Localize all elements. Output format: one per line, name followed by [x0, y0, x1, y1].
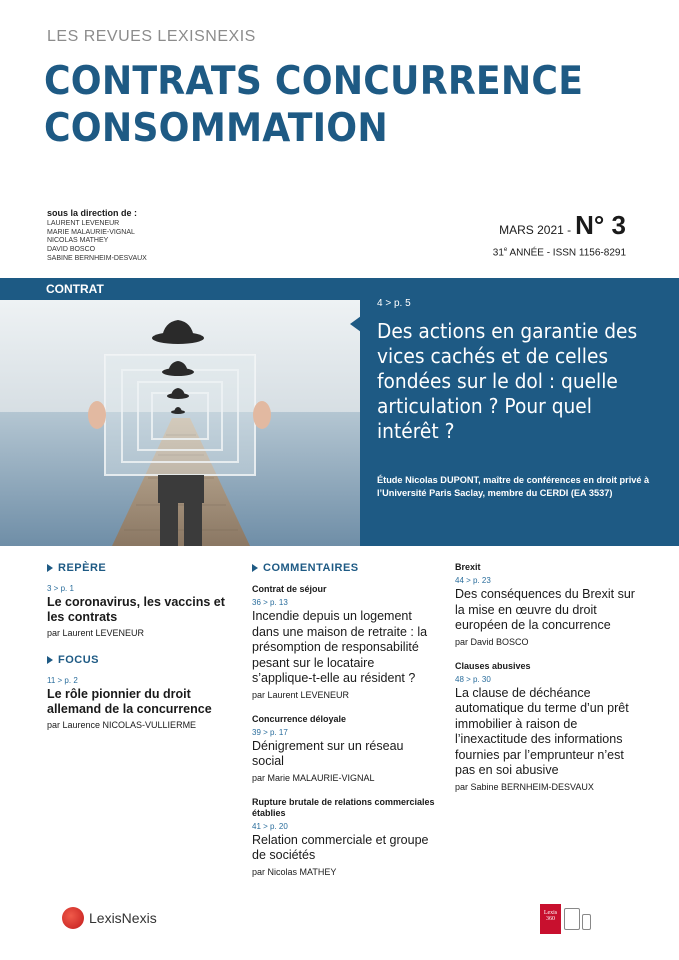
lexisnexis-mark-icon	[62, 907, 84, 929]
article-category: Brexit	[455, 562, 481, 572]
feature-page-ref[interactable]: 4 > p. 5	[377, 298, 411, 309]
article-category: Clauses abusives	[455, 660, 531, 671]
article-page-ref[interactable]: 41 > p. 20	[252, 821, 288, 831]
article-page-ref[interactable]: 48 > p. 30	[455, 674, 491, 684]
list-item	[252, 714, 437, 783]
section-repere: REPÈRE	[47, 562, 227, 574]
triangle-icon	[47, 564, 53, 572]
article-title[interactable]: La clause de déchéance automatique du terme d’un prêt immobilier à raison de l’inexactitude des informations fournies par l’emprunteur n’est pas en soi abusive	[455, 685, 629, 777]
director-name: DAVID BOSCO	[47, 246, 96, 254]
article-page-ref[interactable]: 39 > p. 17	[252, 727, 288, 737]
article-author: par Nicolas MATHEY	[252, 866, 337, 877]
feature-headline[interactable]: Des actions en garantie des vices cachés et de celles fondées sur le dol : quelle articulation ? Pour quel intérêt ?	[377, 319, 638, 443]
article-author: par Laurence NICOLAS-VULLIERME	[47, 720, 197, 730]
article-page-ref[interactable]: 11 > p. 2	[47, 676, 78, 685]
list-item	[455, 562, 645, 647]
list-item	[252, 584, 437, 700]
article-title[interactable]: Relation commerciale et groupe de sociétés	[252, 832, 429, 862]
list-item	[252, 797, 437, 877]
series-label: LES REVUES LEXISNEXIS	[47, 28, 256, 45]
journal-title-line1: CONTRATS CONCURRENCE	[44, 59, 584, 104]
director-name: SABINE BERNHEIM-DESVAUX	[47, 254, 147, 262]
issue-year-issn: 31e ANNÉE - ISSN 1156-8291	[492, 247, 626, 259]
direction-label: sous la direction de :	[47, 208, 138, 218]
article-author: par Laurent LEVENEUR	[47, 628, 145, 638]
article-title[interactable]: Le rôle pionnier du droit allemand de la concurrence	[47, 687, 212, 716]
lexisnexis-logo	[62, 907, 157, 929]
issue-info	[493, 210, 626, 258]
cover-photo-illustration	[0, 300, 360, 546]
director-name: NICOLAS MATHEY	[47, 237, 109, 245]
column-right	[455, 562, 645, 806]
lexis360-logo: Lexis 360	[540, 904, 561, 934]
director-name: LAURENT LEVENEUR	[47, 220, 120, 227]
article-author: par Marie MALAURIE-VIGNAL	[252, 772, 375, 783]
column-commentaires	[252, 562, 437, 891]
tablet-icon	[564, 908, 580, 930]
article-title[interactable]: Dénigrement sur un réseau social	[252, 738, 404, 768]
article-title[interactable]: Des conséquences du Brexit sur la mise en œuvre du droit européen de la concurrence	[455, 587, 635, 632]
article-page-ref[interactable]: 3 > p. 1	[47, 584, 74, 593]
phone-icon	[582, 914, 591, 930]
journal-title	[44, 58, 583, 152]
triangle-icon	[47, 656, 53, 664]
article-title[interactable]: Le coronavirus, les vaccins et les contrats	[47, 595, 225, 624]
lexis360-badge	[540, 904, 592, 934]
feature-panel	[360, 278, 679, 546]
feature-banner	[0, 278, 679, 546]
article-category: Concurrence déloyale	[252, 713, 347, 724]
cover-photo	[0, 300, 360, 546]
editorial-direction	[47, 208, 147, 264]
triangle-icon	[252, 564, 258, 572]
feature-tag: CONTRAT	[0, 278, 360, 300]
article-title[interactable]: Incendie depuis un logement dans une maison de retraite : la présomption de responsabilité pesant sur le locataire s’applique-t-elle au résident ?	[252, 609, 428, 685]
section-commentaires: COMMENTAIRES	[252, 562, 437, 574]
journal-title-line2: CONSOMMATION	[44, 106, 388, 151]
article-category: Contrat de séjour	[252, 584, 327, 594]
article-category: Rupture brutale de relations commerciales établies	[252, 796, 435, 818]
panel-pointer	[350, 316, 361, 332]
section-focus: FOCUS	[47, 654, 227, 666]
article-page-ref[interactable]: 36 > p. 13	[252, 598, 288, 607]
feature-byline: Étude Nicolas DUPONT, maître de conférences en droit privé à l’Université Paris Saclay, membre du CERDI (EA 3537)	[377, 475, 650, 498]
article-page-ref[interactable]: 44 > p. 23	[455, 576, 491, 585]
column-repere-focus	[47, 562, 227, 730]
article-author: par Sabine BERNHEIM-DESVAUX	[455, 781, 594, 792]
article-author: par David BOSCO	[455, 636, 529, 647]
issue-date: MARS 2021 -	[499, 223, 572, 237]
director-name: MARIE MALAURIE-VIGNAL	[47, 228, 135, 236]
publisher-name: LexisNexis	[89, 910, 157, 926]
issue-number: N° 3	[575, 210, 626, 240]
article-author: par Laurent LEVENEUR	[252, 689, 350, 700]
list-item	[455, 661, 645, 792]
